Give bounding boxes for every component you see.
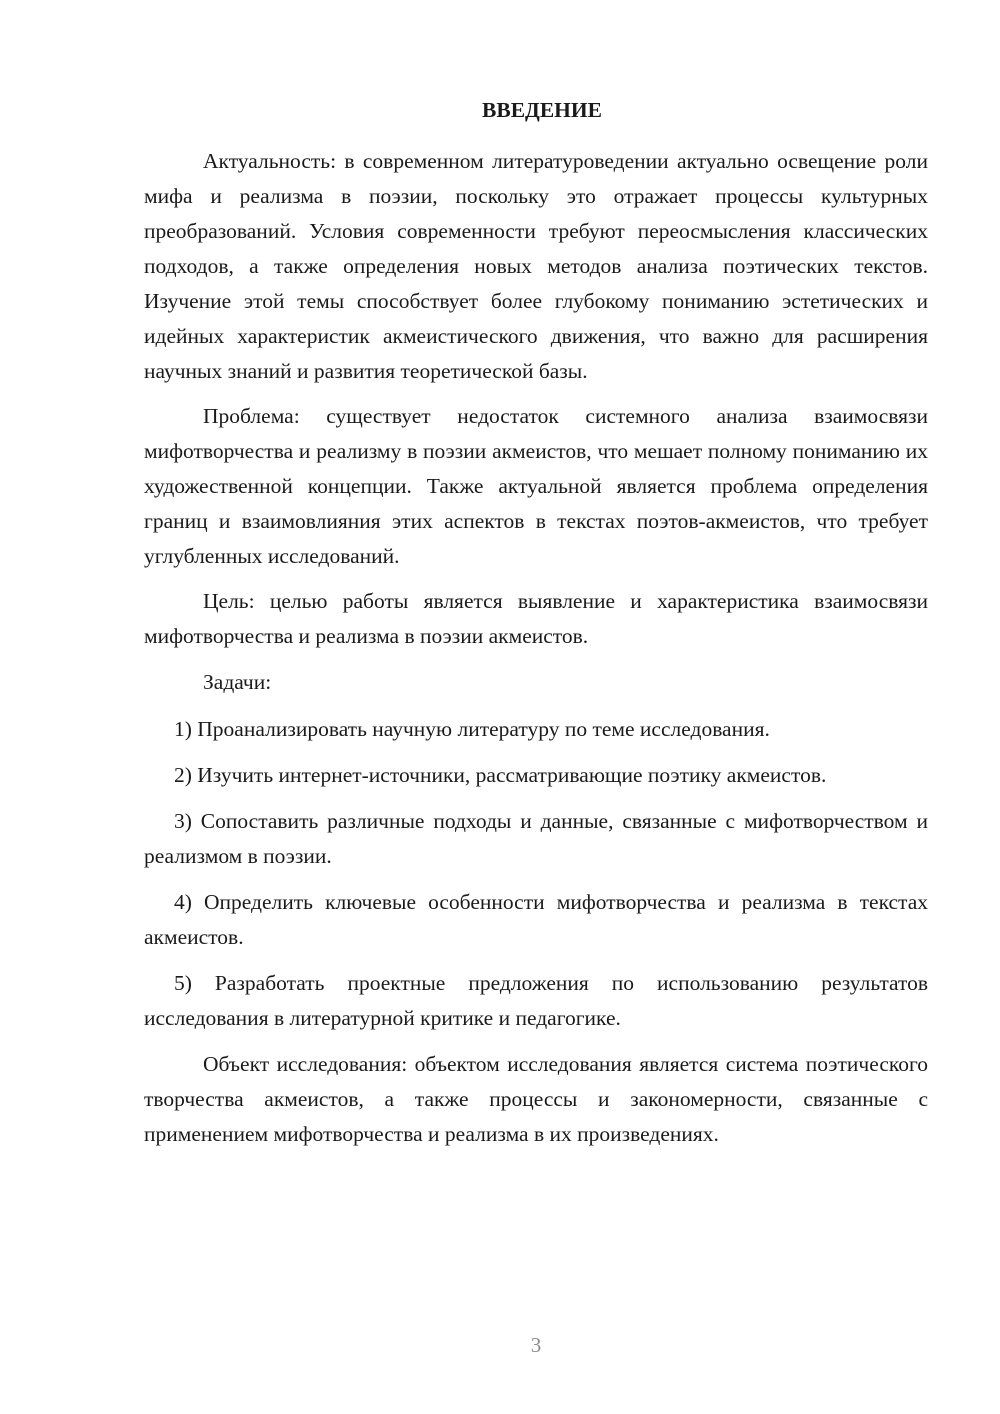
page-number: 3	[530, 1333, 542, 1357]
problem-paragraph: Проблема: существует недостаток системного анализа взаимосвязи мифотворчества и реализму в поэзии акмеистов, что мешает полному пониманию их художественной концепции. Также актуальной является проблема определения границ и взаимовлияния этих аспектов в текстах поэтов-акмеистов, что требует углубленных исследований.	[144, 404, 928, 568]
relevance-paragraph: Актуальность: в современном литературоведении актуально освещение роли мифа и реализма в поэзии, поскольку это отражает процессы культурных преобразований. Условия современности требуют переосмысления классических подходов, а также определения новых методов анализа поэтических текстов. Изучение этой темы способствует более глубокому пониманию эстетических и идейных характеристик акмеистического движения, что важно для расширения научных знаний и развития теоретической базы.	[144, 149, 928, 383]
object-paragraph: Объект исследования: объектом исследования является система поэтического творчества акмеистов, а также процессы и закономерности, связанные с применением мифотворчества и реализма в их произведениях.	[144, 1052, 928, 1146]
goal-paragraph: Цель: целью работы является выявление и характеристика взаимосвязи мифотворчества и реализма в поэзии акмеистов.	[144, 589, 928, 648]
page-title: ВВЕДЕНИЕ	[482, 98, 602, 122]
task-item: 5) Разработать проектные предложения по использованию результатов исследования в литературной критике и педагогике.	[144, 971, 928, 1030]
task-item: 2) Изучить интернет-источники, рассматривающие поэтику акмеистов.	[174, 763, 827, 787]
tasks-label: Задачи:	[203, 670, 272, 694]
task-item: 1) Проанализировать научную литературу по теме исследования.	[174, 717, 770, 741]
document-page	[144, 92, 928, 1162]
task-item: 4) Определить ключевые особенности мифотворчества и реализма в текстах акмеистов.	[144, 890, 928, 949]
task-item: 3) Сопоставить различные подходы и данные, связанные с мифотворчеством и реализмом в поэзии.	[144, 809, 928, 868]
tasks-list	[144, 712, 928, 1036]
